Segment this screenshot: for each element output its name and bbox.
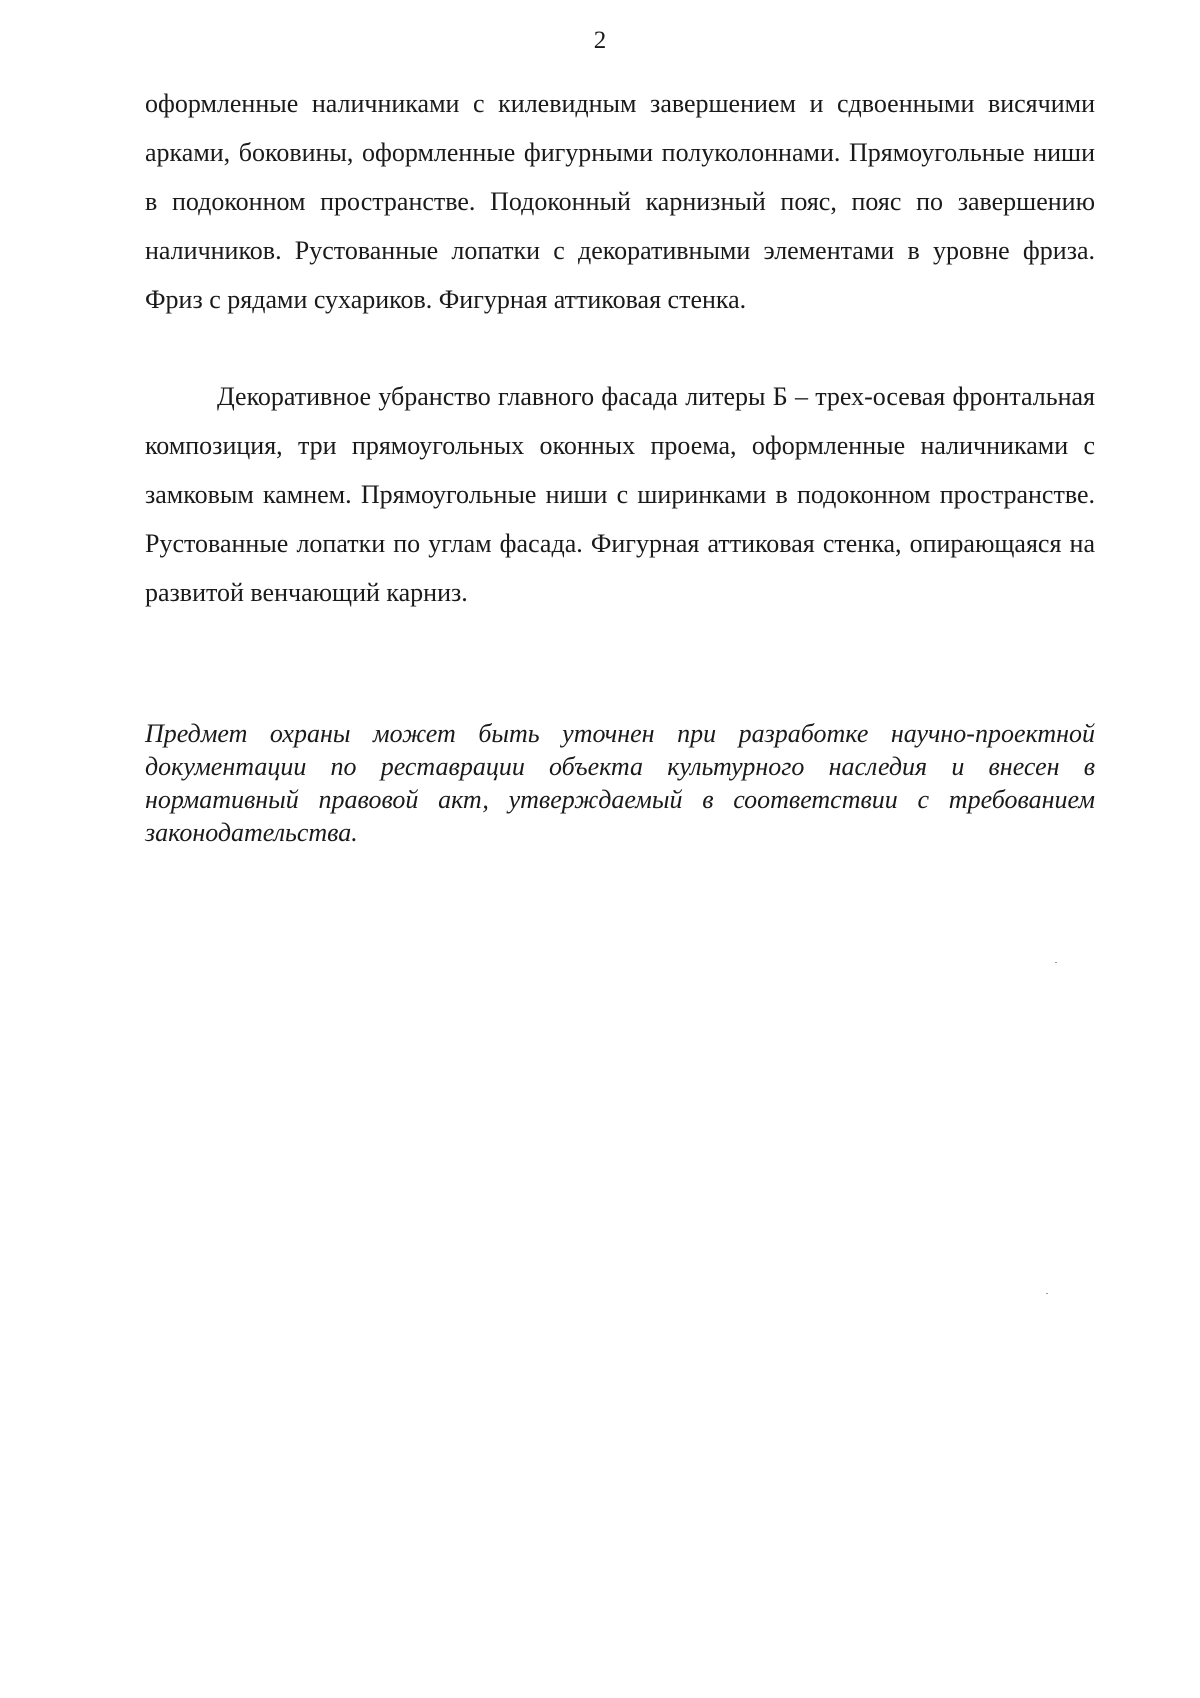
text-block-facade-b — [145, 372, 1095, 617]
protection-note-text: Предмет охраны может быть уточнен при разработке научно-проектной документации по реставрации объекта культурного наследия и внесен в нормативный правовой акт, утверждаемый в соответствии с требованием законодательства. — [145, 719, 1095, 847]
scan-speck — [1055, 962, 1057, 963]
text-block-continuation — [145, 79, 1095, 324]
protection-note — [145, 717, 1095, 849]
paragraph-facade-b: Декоративное убранство главного фасада литеры Б – трех-осевая фронтальная композиция, три прямоугольных оконных проема, оформленные наличниками с замковым камнем. Прямоугольные ниши с ширинками в подоконном пространстве. Рустованные лопатки по углам фасада. Фигурная аттиковая стенка, опирающаяся на развитой венчающий карниз. — [145, 382, 1095, 607]
page-number: 2 — [593, 27, 607, 54]
scan-speck — [1046, 1293, 1048, 1294]
paragraph-continuation: оформленные наличниками с килевидным завершением и сдвоенными висячими арками, боковины, оформленные фигурными полуколоннами. Прямоугольные ниши в подоконном пространстве. Подоконный карнизный пояс, пояс по завершению наличников. Рустованные лопатки с декоративными элементами в уровне фриза. Фриз с рядами сухариков. Фигурная аттиковая стенка. — [145, 89, 1095, 314]
